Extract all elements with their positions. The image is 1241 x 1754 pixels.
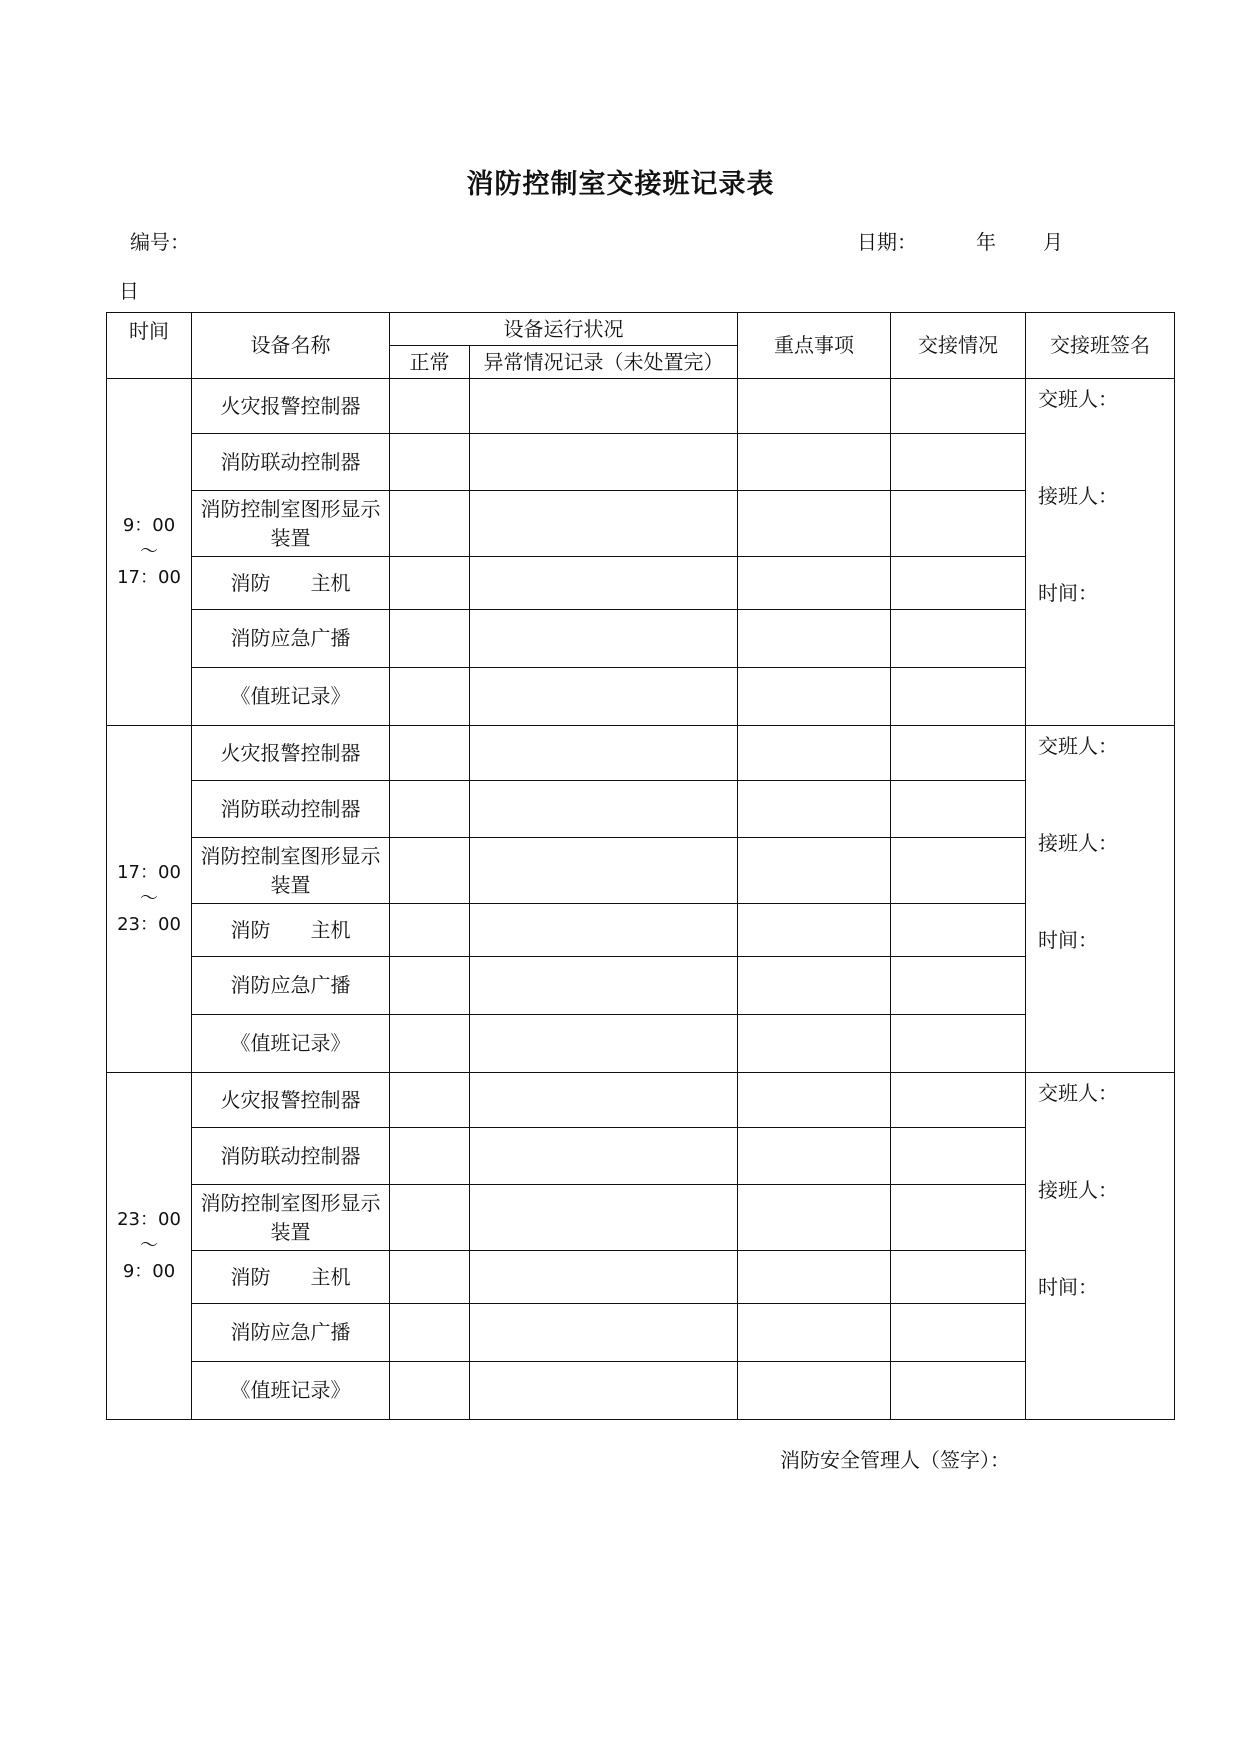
normal-cell[interactable] bbox=[390, 491, 470, 557]
header-device-name: 设备名称 bbox=[192, 313, 390, 379]
handover-status-cell[interactable] bbox=[891, 1304, 1026, 1362]
safety-manager-signature-label: 消防安全管理人（签字）： bbox=[780, 1448, 1010, 1472]
shift-end: 23：00 bbox=[117, 914, 181, 936]
device-name-cell: 《值班记录》 bbox=[192, 1015, 390, 1073]
device-name-cell: 火灾报警控制器 bbox=[192, 1073, 390, 1128]
signature-line-label: 交班人： bbox=[1038, 734, 1118, 758]
abnormal-record-cell[interactable] bbox=[470, 1304, 738, 1362]
table-row bbox=[107, 557, 1175, 610]
abnormal-record-cell[interactable] bbox=[470, 781, 738, 838]
table-row bbox=[107, 1128, 1175, 1185]
signature-line-label: 时间： bbox=[1038, 581, 1098, 605]
day-label: 日 bbox=[119, 279, 139, 303]
abnormal-record-cell[interactable] bbox=[470, 904, 738, 957]
signature-line-label: 时间： bbox=[1038, 1275, 1098, 1299]
header-abnormal: 异常情况记录（未处置完） bbox=[470, 346, 738, 379]
table-row bbox=[107, 1185, 1175, 1251]
month-label: 月 bbox=[1043, 230, 1063, 254]
shift-time-cell bbox=[107, 379, 192, 726]
signature-line-label: 接班人： bbox=[1038, 831, 1118, 855]
shift-end: 9：00 bbox=[122, 1261, 176, 1283]
handover-status-cell[interactable] bbox=[891, 557, 1026, 610]
table-row bbox=[107, 1073, 1175, 1128]
table-row bbox=[107, 1362, 1175, 1420]
number-label: 编号： bbox=[130, 230, 190, 254]
shift-separator: ～ bbox=[140, 540, 158, 562]
normal-cell[interactable] bbox=[390, 838, 470, 904]
handover-status-cell[interactable] bbox=[891, 726, 1026, 781]
handover-status-cell[interactable] bbox=[891, 434, 1026, 491]
date-label: 日期： bbox=[857, 230, 917, 254]
header-normal: 正常 bbox=[390, 346, 470, 379]
shift-time-cell bbox=[107, 1073, 192, 1420]
handover-status-cell[interactable] bbox=[891, 1251, 1026, 1304]
key-items-cell[interactable] bbox=[738, 1251, 891, 1304]
key-items-cell[interactable] bbox=[738, 668, 891, 726]
handover-status-cell[interactable] bbox=[891, 379, 1026, 434]
key-items-cell[interactable] bbox=[738, 1185, 891, 1251]
shift-time-cell bbox=[107, 726, 192, 1073]
normal-cell[interactable] bbox=[390, 781, 470, 838]
handover-status-cell[interactable] bbox=[891, 1073, 1026, 1128]
abnormal-record-cell[interactable] bbox=[470, 379, 738, 434]
abnormal-record-cell[interactable] bbox=[470, 610, 738, 668]
key-items-cell[interactable] bbox=[738, 1304, 891, 1362]
signature-line-label: 时间： bbox=[1038, 928, 1098, 952]
handover-record-table bbox=[106, 312, 1175, 1420]
normal-cell[interactable] bbox=[390, 726, 470, 781]
abnormal-record-cell[interactable] bbox=[470, 1073, 738, 1128]
normal-cell[interactable] bbox=[390, 1304, 470, 1362]
device-name-cell: 消防控制室图形显示装置 bbox=[192, 1185, 390, 1251]
normal-cell[interactable] bbox=[390, 1251, 470, 1304]
normal-cell[interactable] bbox=[390, 1073, 470, 1128]
normal-cell[interactable] bbox=[390, 557, 470, 610]
signature-line-label: 接班人： bbox=[1038, 484, 1118, 508]
abnormal-record-cell[interactable] bbox=[470, 1185, 738, 1251]
device-name-cell: 消防控制室图形显示装置 bbox=[192, 491, 390, 557]
device-name-cell: 《值班记录》 bbox=[192, 1362, 390, 1420]
table-row bbox=[107, 491, 1175, 557]
key-items-cell[interactable] bbox=[738, 1073, 891, 1128]
handover-status-cell[interactable] bbox=[891, 904, 1026, 957]
table-row bbox=[107, 957, 1175, 1015]
key-items-cell[interactable] bbox=[738, 379, 891, 434]
handover-status-cell[interactable] bbox=[891, 1362, 1026, 1420]
normal-cell[interactable] bbox=[390, 434, 470, 491]
table-row bbox=[107, 904, 1175, 957]
key-items-cell[interactable] bbox=[738, 610, 891, 668]
normal-cell[interactable] bbox=[390, 1128, 470, 1185]
header-key-items: 重点事项 bbox=[738, 313, 891, 379]
handover-status-cell[interactable] bbox=[891, 781, 1026, 838]
shift-separator: ～ bbox=[140, 887, 158, 909]
signature-line-label: 交班人： bbox=[1038, 387, 1118, 411]
table-row bbox=[107, 668, 1175, 726]
handover-status-cell[interactable] bbox=[891, 610, 1026, 668]
key-items-cell[interactable] bbox=[738, 1015, 891, 1073]
key-items-cell[interactable] bbox=[738, 957, 891, 1015]
shift-start: 23：00 bbox=[117, 1208, 181, 1230]
abnormal-record-cell[interactable] bbox=[470, 1015, 738, 1073]
table-row bbox=[107, 781, 1175, 838]
abnormal-record-cell[interactable] bbox=[470, 434, 738, 491]
device-name-cell: 《值班记录》 bbox=[192, 668, 390, 726]
table-row bbox=[107, 1251, 1175, 1304]
shift-separator: ～ bbox=[140, 1234, 158, 1256]
signature-cell[interactable] bbox=[1026, 1073, 1175, 1420]
table-row bbox=[107, 434, 1175, 491]
table-row bbox=[107, 379, 1175, 434]
device-name-cell: 消防 主机 bbox=[192, 904, 390, 957]
table-row bbox=[107, 1304, 1175, 1362]
abnormal-record-cell[interactable] bbox=[470, 668, 738, 726]
table-row bbox=[107, 1015, 1175, 1073]
handover-status-cell[interactable] bbox=[891, 491, 1026, 557]
key-items-cell[interactable] bbox=[738, 557, 891, 610]
header-handover: 交接情况 bbox=[891, 313, 1026, 379]
normal-cell[interactable] bbox=[390, 1185, 470, 1251]
header-time: 时间 bbox=[107, 313, 192, 379]
device-name-cell: 消防应急广播 bbox=[192, 610, 390, 668]
normal-cell[interactable] bbox=[390, 379, 470, 434]
device-name-cell: 消防应急广播 bbox=[192, 1304, 390, 1362]
abnormal-record-cell[interactable] bbox=[470, 1362, 738, 1420]
handover-status-cell[interactable] bbox=[891, 668, 1026, 726]
device-name-cell: 消防联动控制器 bbox=[192, 1128, 390, 1185]
device-name-cell: 火灾报警控制器 bbox=[192, 379, 390, 434]
table-row bbox=[107, 610, 1175, 668]
handover-status-cell[interactable] bbox=[891, 838, 1026, 904]
key-items-cell[interactable] bbox=[738, 838, 891, 904]
signature-line-label: 交班人： bbox=[1038, 1081, 1118, 1105]
device-name-cell: 消防 主机 bbox=[192, 1251, 390, 1304]
page-title: 消防控制室交接班记录表 bbox=[466, 169, 775, 200]
key-items-cell[interactable] bbox=[738, 1128, 891, 1185]
header-status-group: 设备运行状况 bbox=[390, 313, 738, 346]
year-label: 年 bbox=[976, 230, 996, 254]
key-items-cell[interactable] bbox=[738, 434, 891, 491]
handover-status-cell[interactable] bbox=[891, 1128, 1026, 1185]
device-name-cell: 消防联动控制器 bbox=[192, 781, 390, 838]
normal-cell[interactable] bbox=[390, 1015, 470, 1073]
device-name-cell: 消防应急广播 bbox=[192, 957, 390, 1015]
handover-status-cell[interactable] bbox=[891, 957, 1026, 1015]
header-signature: 交接班签名 bbox=[1026, 313, 1175, 379]
normal-cell[interactable] bbox=[390, 1362, 470, 1420]
handover-status-cell[interactable] bbox=[891, 1015, 1026, 1073]
normal-cell[interactable] bbox=[390, 904, 470, 957]
key-items-cell[interactable] bbox=[738, 1362, 891, 1420]
abnormal-record-cell[interactable] bbox=[470, 957, 738, 1015]
signature-cell[interactable] bbox=[1026, 379, 1175, 726]
abnormal-record-cell[interactable] bbox=[470, 838, 738, 904]
normal-cell[interactable] bbox=[390, 668, 470, 726]
shift-end: 17：00 bbox=[117, 567, 181, 589]
key-items-cell[interactable] bbox=[738, 491, 891, 557]
key-items-cell[interactable] bbox=[738, 781, 891, 838]
table-row bbox=[107, 726, 1175, 781]
table-row bbox=[107, 838, 1175, 904]
shift-start: 17：00 bbox=[117, 861, 181, 883]
abnormal-record-cell[interactable] bbox=[470, 491, 738, 557]
handover-status-cell[interactable] bbox=[891, 1185, 1026, 1251]
signature-cell[interactable] bbox=[1026, 726, 1175, 1073]
abnormal-record-cell[interactable] bbox=[470, 557, 738, 610]
abnormal-record-cell[interactable] bbox=[470, 1128, 738, 1185]
device-name-cell: 火灾报警控制器 bbox=[192, 726, 390, 781]
abnormal-record-cell[interactable] bbox=[470, 1251, 738, 1304]
device-name-cell: 消防 主机 bbox=[192, 557, 390, 610]
signature-line-label: 接班人： bbox=[1038, 1178, 1118, 1202]
device-name-cell: 消防控制室图形显示装置 bbox=[192, 838, 390, 904]
key-items-cell[interactable] bbox=[738, 904, 891, 957]
device-name-cell: 消防联动控制器 bbox=[192, 434, 390, 491]
shift-start: 9：00 bbox=[122, 514, 176, 536]
key-items-cell[interactable] bbox=[738, 726, 891, 781]
normal-cell[interactable] bbox=[390, 957, 470, 1015]
abnormal-record-cell[interactable] bbox=[470, 726, 738, 781]
normal-cell[interactable] bbox=[390, 610, 470, 668]
